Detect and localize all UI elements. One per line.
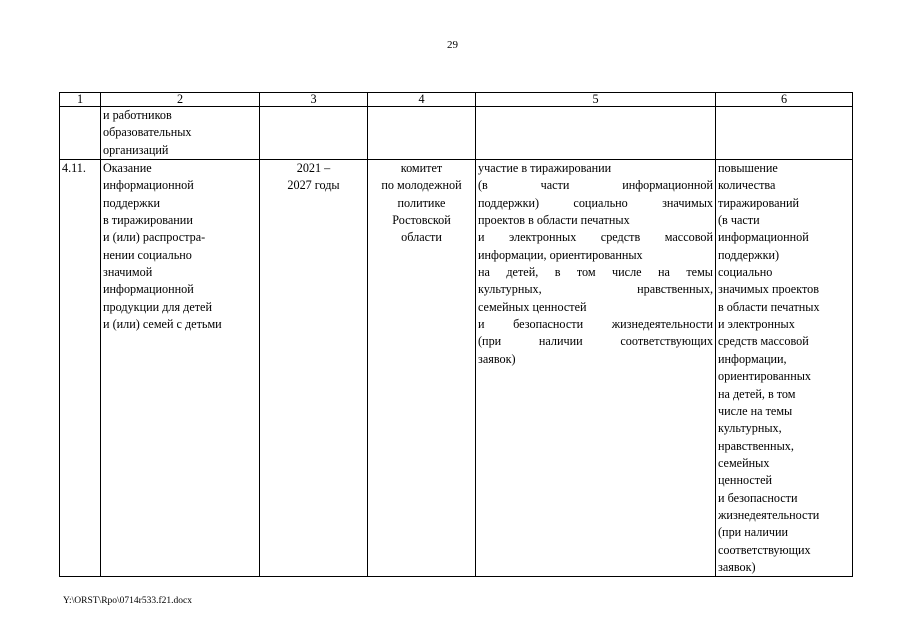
text-line: проектов в области печатных [478,213,630,228]
text-line: (при наличии соответствующих [478,334,713,349]
text-line: (в части информационной [478,178,713,193]
text-line: и безопасности [718,490,798,505]
text-line: участие в тиражировании [478,161,612,176]
text-line: значимой [103,265,153,280]
cell-period [260,160,368,577]
text-line: (при наличии [718,525,789,540]
text-line: нравственных, [718,438,794,453]
cell-executor [368,107,476,160]
text-line: информационной [103,178,194,193]
text-line: культурных, [718,421,782,436]
text-line: заявок) [478,351,516,366]
text-line: образовательных [103,125,192,140]
text-line: соответствующих [718,542,811,557]
text-line: поддержки) социально значимых [478,195,713,210]
text-line: на детей, в том [718,386,796,401]
text-line: семейных ценностей [478,299,587,314]
text-line: культурных, нравственных, [478,282,713,297]
text-line: информационной [718,230,809,245]
measures-table [59,92,853,577]
text-line: социально [718,265,773,280]
cell-number [60,107,101,160]
header-cell-2: 2 [101,93,260,107]
text-line: в области печатных [718,299,820,314]
text-line: и безопасности жизнедеятельности [478,317,713,332]
text-line: значимых проектов [718,282,819,297]
text-line: комитет [400,161,443,176]
text-line: информации, [718,351,787,366]
text-line: и электронных [718,317,795,332]
header-cell-6: 6 [716,93,853,107]
text-line: информации, ориентированных [478,247,643,262]
text-line: 2027 годы [287,178,340,193]
text-line: заявок) [718,559,756,574]
text-line: числе на темы [718,403,793,418]
cell-executor [368,160,476,577]
cell-content [476,107,716,160]
text-line: ценностей [718,473,773,488]
header-row [60,93,853,107]
file-path-footer: Y:\ORST\Rpo\0714r533.f21.docx [63,596,192,606]
cell-result [716,160,853,577]
cell-measure-name [101,107,260,160]
header-cell-1: 1 [60,93,101,107]
text-line: количества [718,178,776,193]
text-line: политике [397,195,446,210]
header-cell-5: 5 [476,93,716,107]
text-line: нении социально [103,247,192,262]
header-cell-4: 4 [368,93,476,107]
text-line: средств массовой [718,334,809,349]
table-row-4-11 [60,160,853,577]
text-line: поддержки [103,195,161,210]
text-line: Ростовской [392,213,451,228]
text-line: области [401,230,442,245]
page-number: 29 [447,39,458,51]
cell-period [260,107,368,160]
text-line: и работников [103,108,172,122]
text-line: поддержки) [718,247,780,262]
cell-number: 4.11. [60,160,101,577]
text-line: и электронных средств массовой [478,230,713,245]
text-line: семейных [718,455,770,470]
text-line: Оказание [103,161,152,176]
text-line: информационной [103,282,194,297]
text-line: ориентированных [718,369,812,384]
header-cell-3: 3 [260,93,368,107]
text-line: и (или) семей с детьми [103,317,222,332]
text-line: в тиражировании [103,213,193,228]
text-line: организаций [103,142,169,157]
text-line: 2021 – [296,161,331,176]
text-line: по молодежной [381,178,462,193]
text-line: повышение [718,161,778,176]
text-line: (в части [718,213,760,228]
text-line: тиражирований [718,195,800,210]
text-line: жизнедеятельности [718,507,820,522]
text-line: на детей, в том числе на темы [478,265,713,280]
text-line: и (или) распростра- [103,230,206,245]
cell-result [716,107,853,160]
cell-measure-name [101,160,260,577]
text-line: продукции для детей [103,299,212,314]
table-row-continuation [60,107,853,160]
cell-content [476,160,716,577]
